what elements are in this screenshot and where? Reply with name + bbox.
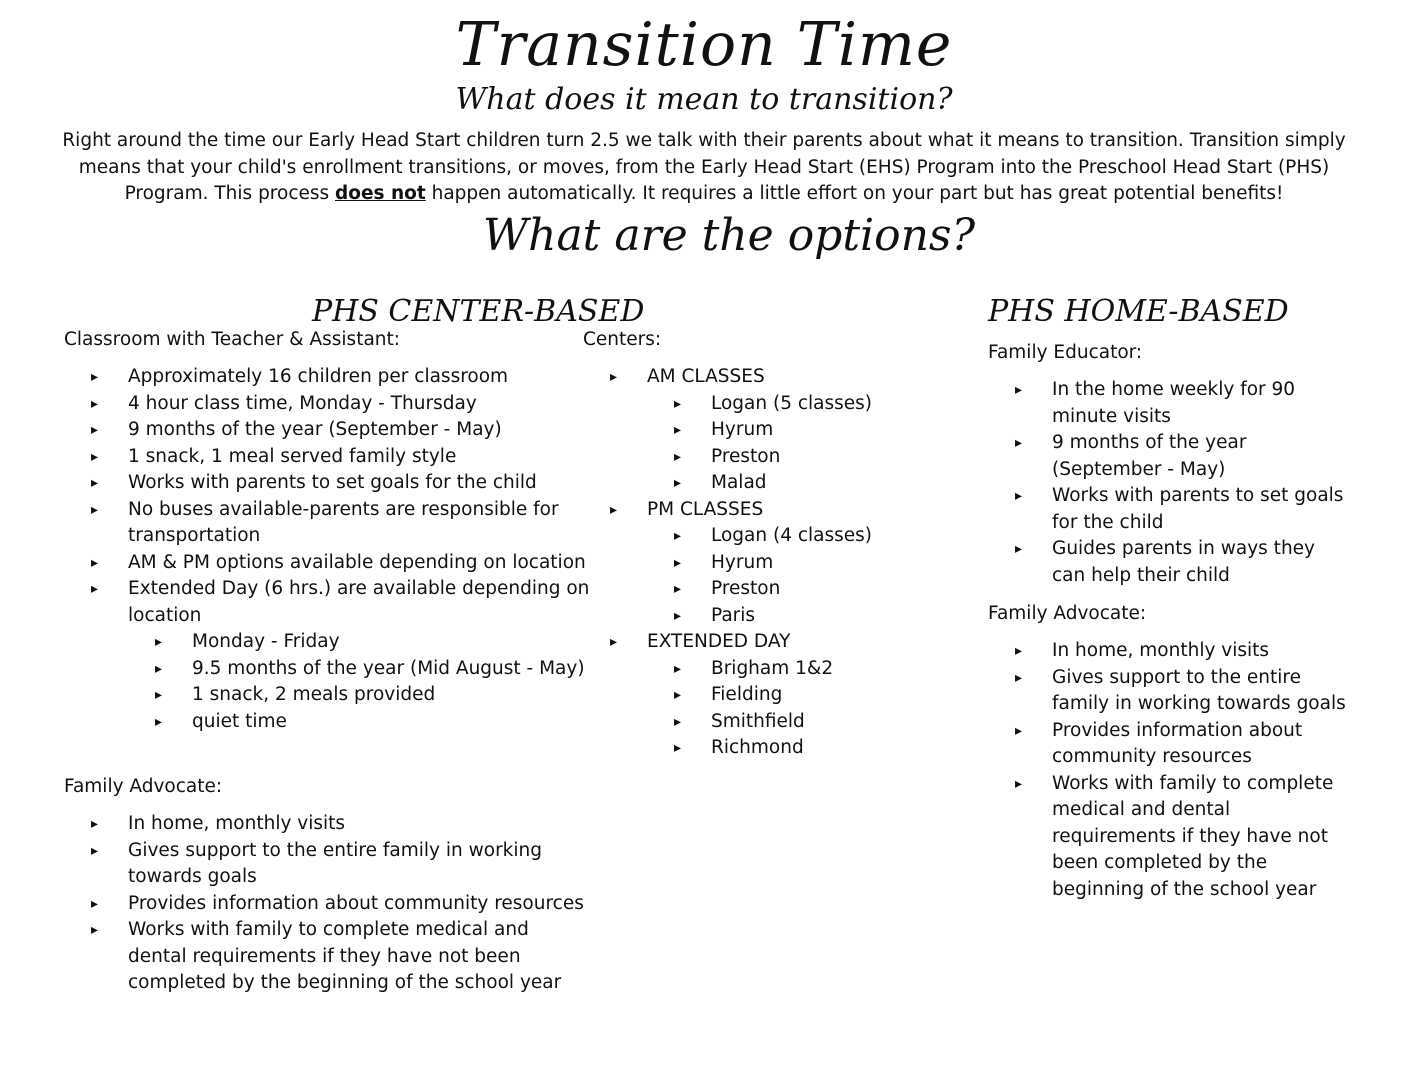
center-location: ▸ Preston [647, 444, 913, 471]
list-item: ▸ 4 hour class time, Monday - Thursday [64, 391, 590, 418]
center-location: ▸ Hyrum [647, 417, 913, 444]
page-subtitle: What does it mean to transition? [455, 82, 953, 117]
intro-text-part2: happen automatically. It requires a little effort on your part but has great potential benefits! [425, 183, 1284, 204]
list-item-text: Extended Day (6 hrs.) are available depending on location [128, 578, 590, 626]
page-title: Transition Time [455, 10, 953, 80]
intro-paragraph [60, 128, 1348, 208]
educator-label: Family Educator: [988, 342, 1143, 363]
sublist-item: ▸ 9.5 months of the year (Mid August - May) [128, 656, 590, 683]
home-advocate-list [988, 638, 1348, 903]
center-sublist [647, 656, 913, 762]
list-item: ▸ 9 months of the year (September - May) [988, 430, 1348, 483]
list-item: ▸ Approximately 16 children per classroom [64, 364, 590, 391]
list-item: ▸ Provides information about community resources [64, 891, 590, 918]
classroom-label: Classroom with Teacher & Assistant: [64, 329, 400, 350]
sublist-item: ▸ Monday - Friday [128, 629, 590, 656]
center-based-heading: PHS CENTER-BASED [312, 294, 645, 329]
center-location: ▸ Brigham 1&2 [647, 656, 913, 683]
educator-list [988, 377, 1348, 589]
list-item: ▸ Gives support to the entire family in working towards goals [64, 838, 590, 891]
center-location: ▸ Logan (5 classes) [647, 391, 913, 418]
center-sublist [647, 523, 913, 629]
center-location: ▸ Logan (4 classes) [647, 523, 913, 550]
center-location: ▸ Hyrum [647, 550, 913, 577]
sublist-item: ▸ quiet time [128, 709, 590, 736]
center-advocate-list [64, 811, 590, 997]
center-location: ▸ Richmond [647, 735, 913, 762]
center-location: ▸ Malad [647, 470, 913, 497]
list-item [64, 576, 590, 735]
list-item: ▸ 1 snack, 1 meal served family style [64, 444, 590, 471]
center-group [583, 364, 913, 497]
center-location: ▸ Fielding [647, 682, 913, 709]
list-item: ▸ Gives support to the entire family in working towards goals [988, 665, 1348, 718]
list-item: ▸ Provides information about community resources [988, 718, 1348, 771]
intro-emphasis: does not [335, 183, 426, 204]
centers-label: Centers: [583, 329, 662, 350]
center-sublist [647, 391, 913, 497]
options-heading: What are the options? [482, 210, 976, 261]
center-location: ▸ Paris [647, 603, 913, 630]
sublist-item: ▸ 1 snack, 2 meals provided [128, 682, 590, 709]
list-item: ▸ Works with family to complete medical and dental requirements if they have not been completed by the beginning of the school year [988, 771, 1348, 904]
center-group [583, 629, 913, 762]
center-group-name: PM CLASSES [647, 498, 764, 520]
center-group-name: EXTENDED DAY [647, 631, 791, 652]
center-group-name: AM CLASSES [647, 366, 765, 387]
center-group [583, 497, 913, 630]
center-advocate-label: Family Advocate: [64, 776, 223, 797]
extended-day-sublist [128, 629, 590, 735]
home-advocate-label: Family Advocate: [988, 603, 1147, 624]
centers-list [583, 364, 913, 762]
intro-text-part1: Right around the time our Early Head Start children turn 2.5 we talk with their parents about what it means to transition. Transition simply means that your child's enrollment transitions, or moves, from the Early Head Start (EHS) Program into the Preschool Head Start (PHS) Program. This process [62, 130, 1346, 204]
list-item: ▸ AM & PM options available depending on location [64, 550, 590, 577]
list-item: ▸ In home, monthly visits [988, 638, 1348, 665]
list-item: ▸ Works with parents to set goals for the child [988, 483, 1348, 536]
list-item: ▸ In the home weekly for 90 minute visits [988, 377, 1348, 430]
list-item: ▸ 9 months of the year (September - May) [64, 417, 590, 444]
list-item: ▸ In home, monthly visits [64, 811, 590, 838]
center-location: ▸ Smithfield [647, 709, 913, 736]
list-item: ▸ No buses available-parents are responsible for transportation [64, 497, 590, 550]
home-based-heading: PHS HOME-BASED [988, 294, 1289, 329]
list-item: ▸ Works with family to complete medical and dental requirements if they have not been completed by the beginning of the school year [64, 917, 590, 997]
list-item: ▸ Guides parents in ways they can help their child [988, 536, 1348, 589]
center-location: ▸ Preston [647, 576, 913, 603]
classroom-list [64, 364, 590, 735]
list-item: ▸ Works with parents to set goals for the child [64, 470, 590, 497]
